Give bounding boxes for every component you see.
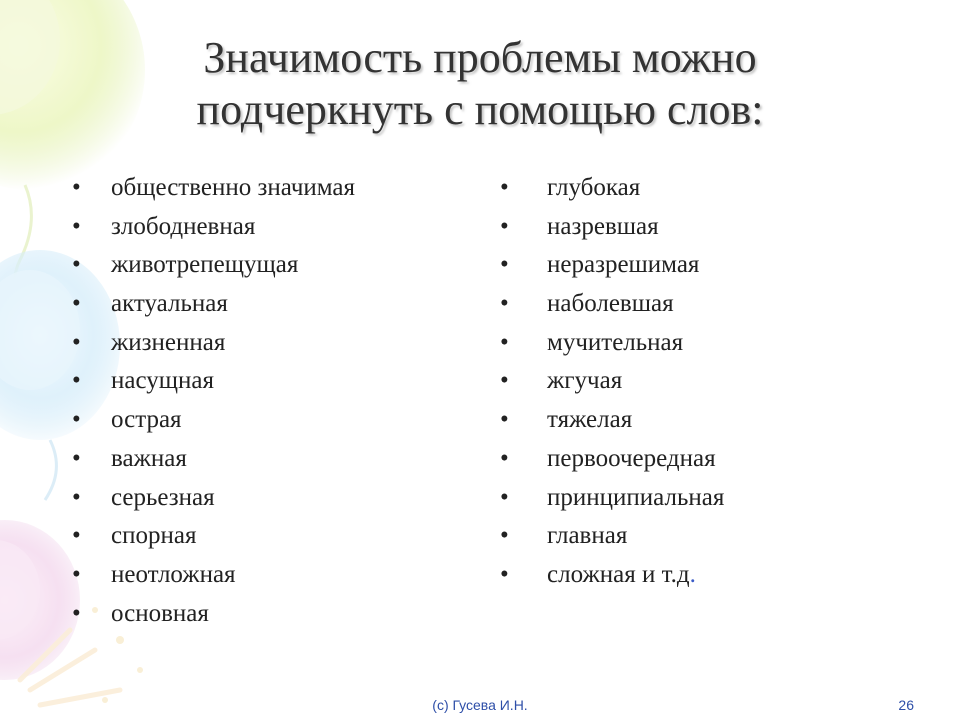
list-item (496, 285, 896, 324)
bullet-icon: • (72, 599, 81, 627)
bullet-icon: • (72, 174, 81, 201)
list-item (496, 440, 896, 479)
list-item-text: главная (547, 522, 628, 550)
list-item (68, 595, 468, 634)
bullet-icon: • (500, 212, 509, 240)
list-item (68, 246, 468, 285)
bullet-icon: • (500, 560, 509, 588)
list-item (68, 208, 468, 247)
bullet-icon: • (500, 444, 509, 472)
list-item (496, 169, 896, 208)
list-item (68, 556, 468, 595)
bullet-icon: • (500, 328, 509, 356)
bullet-icon: • (500, 522, 509, 550)
list-item-text: назревшая (547, 212, 659, 240)
list-item-text (547, 556, 696, 595)
list-item-text: наболевшая (547, 290, 674, 318)
list-item-text: тяжелая (547, 406, 633, 434)
list-item-text: неразрешимая (547, 251, 700, 279)
list-item (68, 285, 468, 324)
list-item (68, 362, 468, 401)
list-item-text: актуальная (111, 290, 228, 318)
footer-author: (c) Гусева И.Н. (432, 697, 528, 713)
list-item-text: жизненная (111, 328, 226, 356)
bullet-icon: • (72, 251, 81, 279)
bullet-icon: • (500, 174, 509, 201)
list-item (68, 169, 468, 208)
bullet-icon: • (500, 251, 509, 279)
bullet-icon: • (72, 406, 81, 434)
list-item (496, 246, 896, 285)
list-item (68, 479, 468, 518)
list-item (496, 208, 896, 247)
list-item (496, 556, 896, 595)
bullet-icon: • (500, 367, 509, 395)
bullet-icon: • (500, 406, 509, 434)
list-item-text: глубокая (547, 174, 641, 201)
list-item-text: основная (111, 599, 209, 627)
list-item-text: неотложная (111, 560, 236, 588)
bullet-icon: • (500, 290, 509, 318)
bullet-icon: • (72, 290, 81, 318)
list-item (68, 517, 468, 556)
list-item-text: жгучая (547, 367, 623, 395)
list-item (68, 324, 468, 363)
bullet-icon: • (72, 367, 81, 395)
list-item-text: злободневная (111, 212, 256, 240)
last-item-accent-dot: . (689, 560, 696, 588)
list-item (68, 401, 468, 440)
list-item-text: насущная (111, 367, 214, 395)
title-line-2: подчеркнуть с помощью слов: (196, 85, 764, 134)
list-item (496, 401, 896, 440)
list-item-text: острая (111, 406, 182, 434)
list-item-text: общественно значимая (111, 174, 356, 201)
list-item-text: спорная (111, 522, 197, 550)
list-item (496, 362, 896, 401)
bullet-icon: • (72, 483, 81, 511)
list-item-text: серьезная (111, 483, 215, 511)
title-line-1: Значимость проблемы можно (203, 33, 757, 82)
bullet-icon: • (500, 483, 509, 511)
list-item (496, 517, 896, 556)
bullet-icon: • (72, 522, 81, 550)
list-item-text: важная (111, 444, 187, 472)
last-item-text: сложная и т.д (547, 560, 690, 588)
list-item (68, 440, 468, 479)
bullet-icon: • (72, 328, 81, 356)
list-item-text: принципиальная (547, 483, 725, 511)
list-item-text: животрепещущая (111, 251, 299, 279)
list-item-text: мучительная (547, 328, 684, 356)
list-item (496, 324, 896, 363)
bullet-icon: • (72, 444, 81, 472)
left-word-list (68, 169, 468, 633)
slide-title (0, 32, 960, 136)
list-item-text: первоочередная (547, 444, 716, 472)
slide-page-number: 26 (898, 697, 914, 713)
list-item (496, 479, 896, 518)
bullet-icon: • (72, 560, 81, 588)
right-word-list (496, 169, 896, 595)
bullet-icon: • (72, 212, 81, 240)
